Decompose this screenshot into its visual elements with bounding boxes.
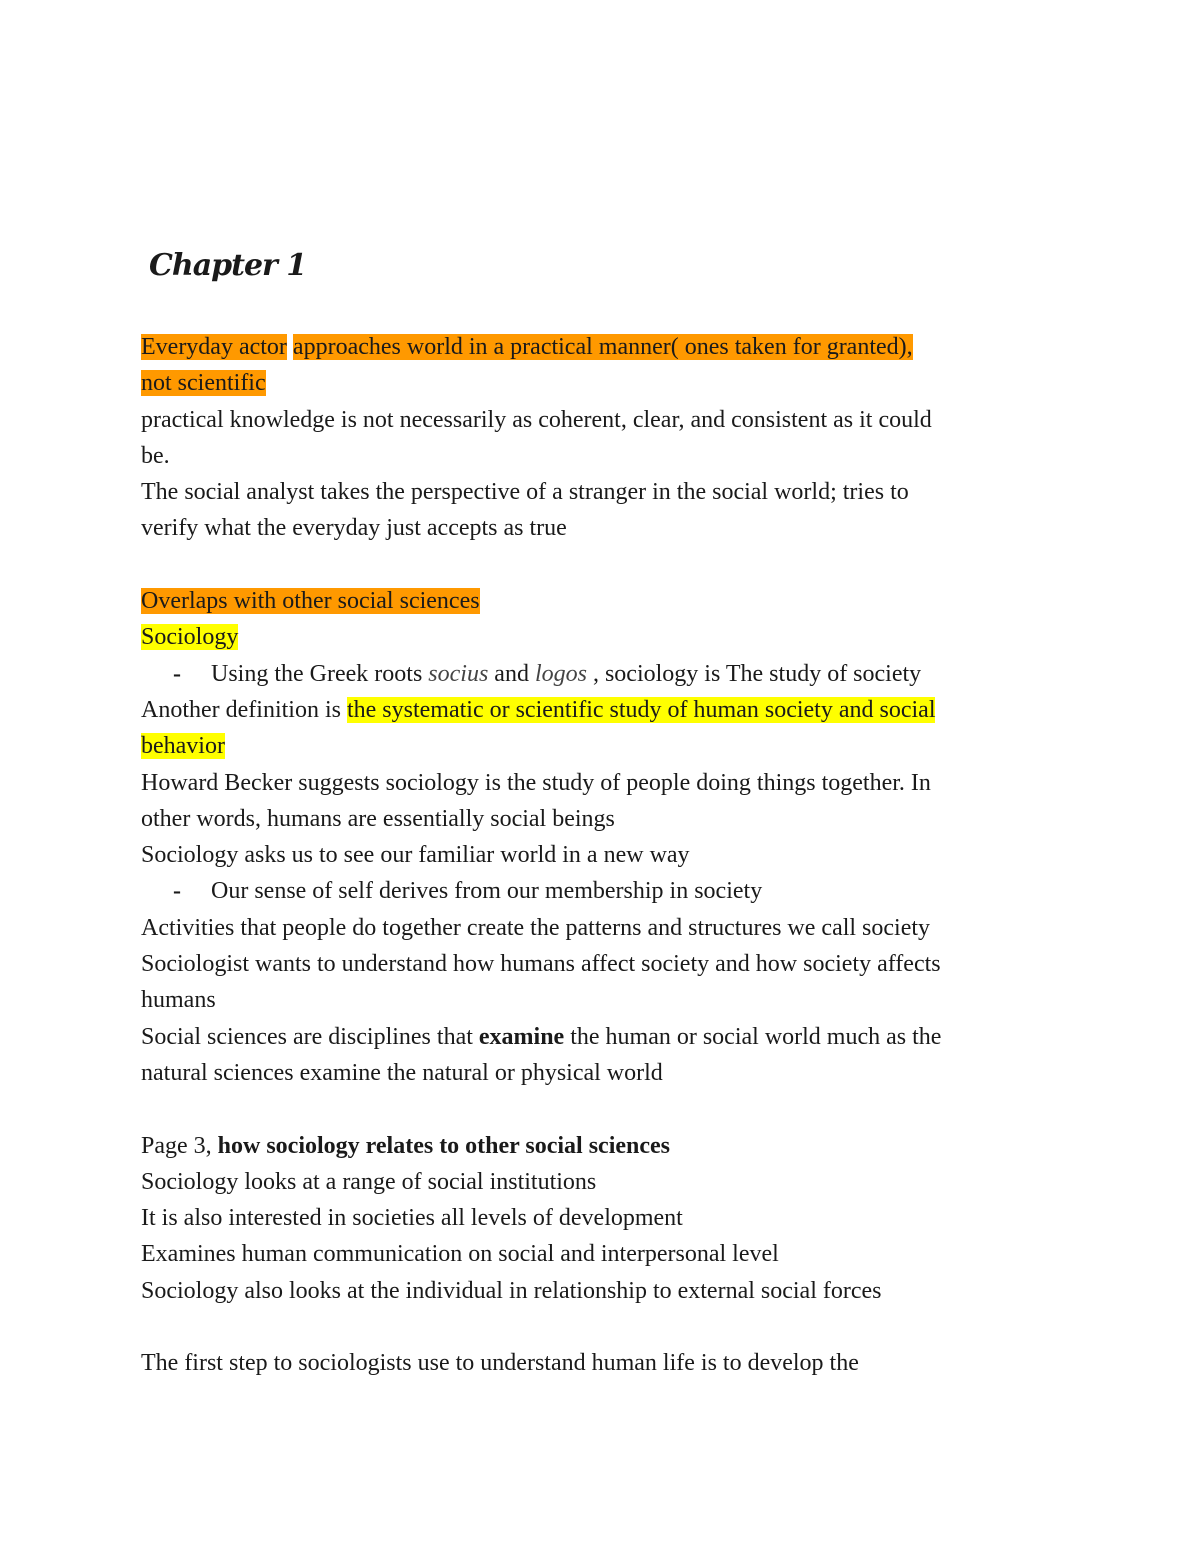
text-line: Sociologist wants to understand how humans affect society and how society affects [141, 951, 941, 978]
document-body [141, 329, 1071, 1382]
text-line: The social analyst takes the perspective of a stranger in the social world; tries to [141, 479, 909, 506]
highlight-overlaps: Overlaps with other social sciences [141, 588, 480, 615]
text-line: Examines human communication on social and interpersonal level [141, 1241, 779, 1268]
line-overlaps-heading [141, 583, 1071, 619]
text-line: Activities that people do together create the patterns and structures we call society [141, 914, 931, 941]
highlight-approaches-world: approaches world in a practical manner( ones taken for granted), [292, 334, 913, 360]
text-line: humans [141, 987, 216, 1014]
bullet-dash: - [173, 878, 181, 905]
text-line: be. [141, 442, 170, 469]
bullet-dash: - [173, 660, 181, 687]
text-line: verify what the everyday just accepts as true [141, 515, 567, 542]
line-page3-heading: Page 3, how sociology relates to other social sciences [141, 1132, 671, 1159]
chapter-title: Chapter 1 [149, 248, 307, 283]
highlight-behavior: behavior [141, 733, 225, 760]
line-behavior [141, 728, 1071, 764]
bullet-item: - Using the Greek roots socius and logos , sociology is The study of society [141, 656, 1071, 692]
text-line: Sociology also looks at the individual in relationship to external social forces [141, 1277, 882, 1304]
text-line: It is also interested in societies all levels of development [141, 1205, 683, 1232]
highlight-not-scientific: not scientific [141, 370, 266, 397]
bullet-item: - Our sense of self derives from our membership in society [141, 873, 1071, 909]
highlight-definition: the systematic or scientific study of human society and social [346, 696, 936, 723]
text-line: other words, humans are essentially social beings [141, 805, 615, 832]
highlight-everyday-actor: Everyday actor [141, 334, 287, 360]
text-line: The first step to sociologists use to understand human life is to develop the [141, 1350, 859, 1377]
highlight-sociology: Sociology [141, 624, 239, 651]
text-line: Sociology asks us to see our familiar world in a new way [141, 842, 690, 869]
text-line: Howard Becker suggests sociology is the study of people doing things together. In [141, 769, 931, 796]
line-social-sciences: Social sciences are disciplines that examine the human or social world much as the [141, 1023, 942, 1050]
text-line: practical knowledge is not necessarily as coherent, clear, and consistent as it could [141, 406, 932, 433]
text-line: Sociology looks at a range of social institutions [141, 1168, 597, 1195]
line-not-scientific [141, 365, 1071, 401]
text-line: natural sciences examine the natural or physical world [141, 1059, 663, 1086]
line-sociology-heading [141, 619, 1071, 655]
line-another-definition: Another definition is the systematic or scientific study of human society and social [141, 696, 936, 723]
line-everyday-actor [141, 329, 1071, 365]
